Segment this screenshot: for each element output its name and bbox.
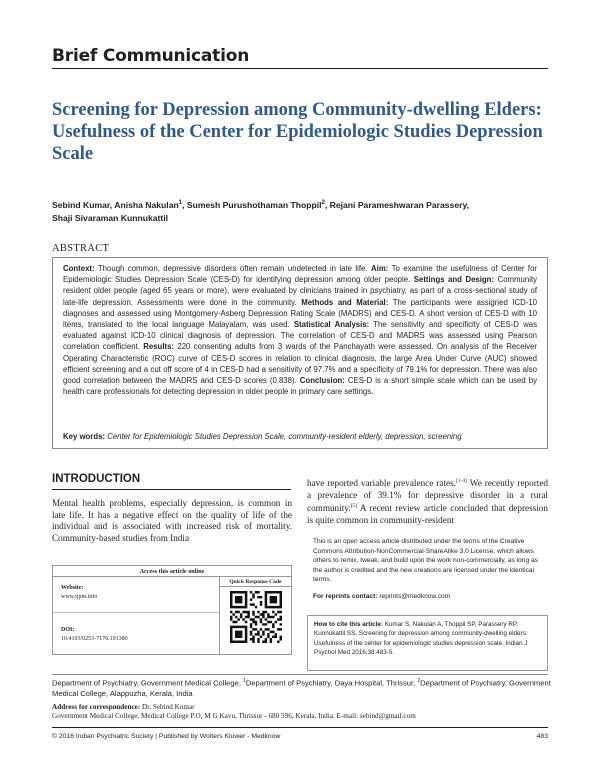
keywords-text: Center for Epidemiologic Studies Depression Scale, community-resident elderly, depression, screening [107,432,462,441]
keywords-label: Key words: [63,432,106,441]
article-title: Screening for Depression among Community-dwelling Elders: Usefulness of the Center for Epidemiologic Studies Depression Scale [52,100,543,164]
affiliation-sup: 2 [417,678,421,684]
affiliation-text: Department of Psychiatry, Government Medical College, Alappuzha, Kerala, India [52,678,551,699]
author-name: Sebind Kumar [52,199,110,210]
website-label: Website: [61,585,84,591]
access-doi [61,626,128,644]
abstract-aim-label: Aim: [371,264,389,273]
abstract-conclusion: CES-D is a short simple scale which can be used by health care professionals for detecting depression in older people in primary care settings. [63,376,538,397]
abstract-results-label: Results: [143,342,175,352]
access-box [52,565,292,655]
abstract-stats: The sensitivity and specificity of CES-D was evaluated against ICD-10 clinical diagnosis of depression. The correlation of CES-D and MADRS was assessed using Pearson correlation coefficient. [63,320,537,352]
abstract-results: 220 consenting adults from 3 wards of the Panchayath were assessed. On analysis of the Receiver Operating Characteristic (ROC) curve of CES-D scores in relation to clinical diagnosis, the large Area Under Curve (AUC) showed efficient screening and a cut off score of 4 in CES-D had a sensitivity of 97.7% and a specificity of 79.1% for depression. There was also good correlation between the MADRS and CES-D scores (0.838). [63,342,538,386]
abstract-aim: To examine the usefulness of Center for Epidemiologic Studies Depression Scale (CES-D) for identifying depression among older people. [63,264,538,285]
affiliations [52,676,552,700]
intro-divider [52,489,291,490]
affiliation-divider [52,674,548,675]
citation-ref[interactable]: [5] [350,503,357,510]
author-sup: 1 [178,200,183,206]
affiliation-sup: 1 [243,678,246,684]
affiliation-text: Department of Psychiatry, Daya Hospital, Thrissur, [245,678,418,688]
section-divider [52,68,548,69]
reprints-contact [313,593,450,600]
citation-ref[interactable]: [1-4] [455,478,467,484]
author-sup: 2 [321,200,325,206]
section-label: Brief Communication [52,46,250,66]
footer-divider [52,727,548,728]
intro-paragraph-left: Mental health problems, especially depression, is common in late life. It has a negative effect on the quality of life of the individual and is associated with increased risk of mortality. Community-based studies from India [52,498,292,543]
access-website [61,584,211,602]
intro-paragraph-right [307,476,548,527]
correspondence [52,703,552,722]
correspondence-label: Address for correspondence: [52,703,141,711]
author-name: Shaji Sivaraman Kunnukattil [52,212,169,223]
page-number: 483 [536,733,548,740]
open-access-notice: This is an open access article distributed under the terms of the Creative Commons Attribution-NonCommercial-ShareAlike 3.0 License, which allows others to remix, tweak, and build upon the work non-commercially, as long as the author is credited and the new creations are licensed under the identical terms. [313,538,538,584]
author-name: Anisha Nakulan [114,199,179,210]
qr-label: Quick Response Code [219,577,291,587]
author-name: Sumesh Purushothaman Thoppil [186,199,322,210]
abstract-methods: The participants were assigned ICD-10 diagnoses and assessed using Montgomery-Asberg Depression Rating Scale (MADRS) and CES-D. A short version of CES-D with 10 items, translated to the local language Malayalam, was used. [63,297,538,330]
correspondence-address: Government Medical College, Medical College P.O, M G Kavu, Thrissur - 680 596, Kerala, India. E-mail: sebind@gmail.com [52,712,416,721]
abstract-settings: Community resident older people (aged 65 years or more), were evaluated by clinicians trained in psychiatry, as part of a cross-sectional study of late-life depression. Assessments were done in the community. [63,275,538,307]
author-list: Sebind Kumar, Anisha Nakulan$^1$, Sumesh Purushothaman Thoppil$^2$, Rejani Parameshwaran Parassery, Shaji Sivaraman Kunnukattil [52,199,469,223]
access-title: Access this article online [53,566,291,577]
abstract-settings-label: Settings and Design: [413,275,495,285]
doi-label: DOI: [61,627,75,633]
abstract-conclusion-label: Conclusion: [299,376,345,386]
cite-text: Kumar S, Nakulan A, Thoppil SP, Parassery RP, Kunnukattil SS. Screening for depression among community-dwelling elders: Usefulness of the center for epidemiologic studies depression scale. Indian J Psychol Med 2016;38:483-5. [314,621,528,657]
abstract-stats-label: Statistical Analysis: [293,320,370,330]
intro-text: We recently reported a prevalence of 39.1% for depressive disorder in a rural community. [307,478,548,514]
correspondence-name: Dr. Sebind Kumar [142,703,195,711]
intro-heading: INTRODUCTION [52,473,141,485]
intro-text: A recent review article concluded that depression is quite common in community-resident [307,503,548,525]
author-name: Rejani Parameshwaran Parassery [329,199,467,210]
abstract-box [52,257,548,449]
abstract-body [63,263,537,397]
access-divider [53,612,219,613]
qr-code-area [219,587,291,654]
reprints-label: For reprints contact: [313,593,378,600]
website-link[interactable]: www.ijpm.info [61,594,98,600]
abstract-methods-label: Methods and Material: [301,297,389,307]
abstract-heading: ABSTRACT [52,243,110,254]
footer-copyright: © 2016 Indian Psychiatric Society | Published by Wolters Kluwer - Medknow [52,733,281,740]
reprints-email[interactable]: reprints@medknow.com [379,593,451,600]
affiliation-text: Department of Psychiatry, Government Medical College, [52,678,244,688]
intro-text: have reported variable prevalence rates. [307,478,456,489]
abstract-context: Though common, depressive disorders often remain undetected in late life. [97,264,368,273]
doi-value[interactable]: 10.4103/0253-7176.191380 [61,636,128,642]
qr-code-icon [230,591,282,643]
abstract-context-label: Context: [63,264,95,273]
keywords [63,432,537,441]
cite-label: How to cite this article: [314,621,383,628]
cite-box [307,615,548,671]
